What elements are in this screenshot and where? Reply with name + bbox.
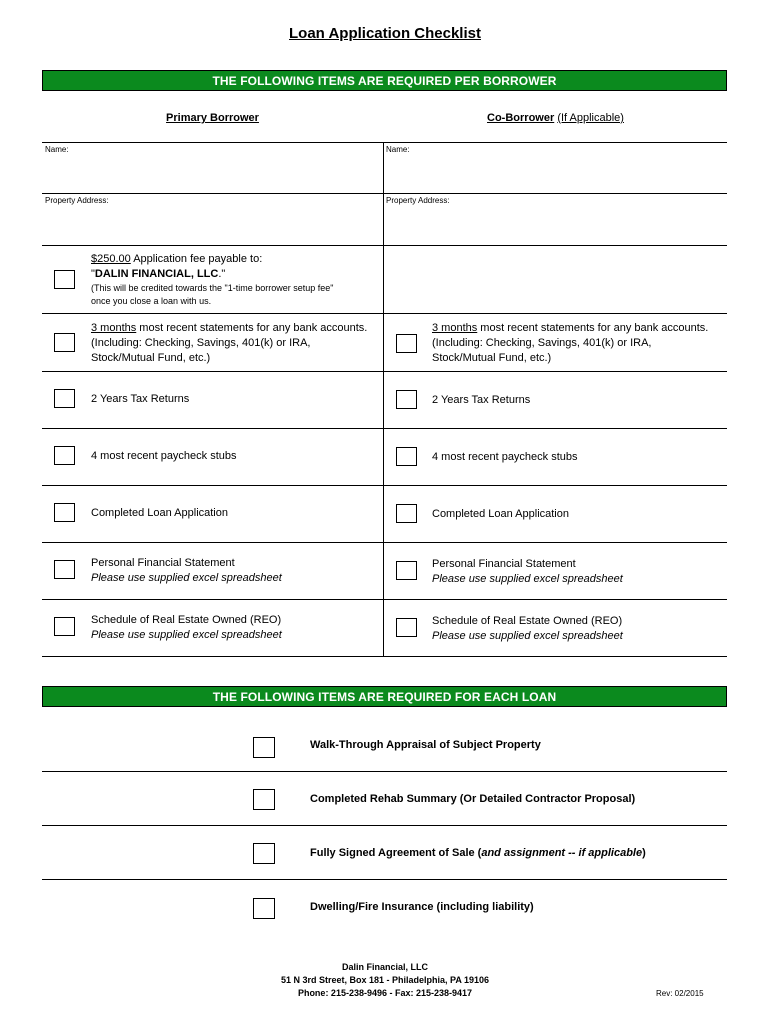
primary-name-label: Name: [45,145,69,154]
appraisal-label: Walk-Through Appraisal of Subject Property [310,739,541,751]
row-divider [42,245,727,246]
loan-row-divider [42,771,727,772]
payee-name: DALIN FINANCIAL, LLC [94,268,219,280]
loan-row-divider [42,825,727,826]
fee-text: Application fee payable to: [130,253,263,265]
page-title: Loan Application Checklist [289,25,481,42]
co-borrower-heading-note: (If Applicable) [557,112,624,124]
co-pfs-checkbox[interactable] [396,561,417,580]
primary-loan-application-checkbox[interactable] [54,503,75,522]
primary-tax-returns-label: 2 Years Tax Returns [91,393,190,405]
co-tax-returns-label: 2 Years Tax Returns [432,394,531,406]
row-divider [42,428,727,429]
statements-text: most recent statements for any bank accounts. [136,322,368,334]
statements-line2: (Including: Checking, Savings, 401(k) or IRA, [432,337,652,349]
primary-bank-statements-checkbox[interactable] [54,333,75,352]
co-reo-item [432,614,623,644]
application-fee-checkbox[interactable] [54,270,75,289]
footer [0,961,770,1000]
co-bank-statements-checkbox[interactable] [396,334,417,353]
loan-row-divider [42,879,727,880]
statements-text: most recent statements for any bank accounts. [477,322,709,334]
agreement-label-italic: and assignment -- if applicable [481,847,643,859]
agreement-of-sale-checkbox[interactable] [253,843,275,864]
statements-line3: Stock/Mutual Fund, etc.) [432,352,552,364]
footer-address: 51 N 3rd Street, Box 181 - Philadelphia, PA 19106 [280,975,490,985]
primary-borrower-heading-text: Primary Borrower [166,112,259,124]
borrower-section-banner [42,70,727,91]
statements-months: 3 months [432,322,478,334]
application-fee-item [91,252,334,308]
row-divider [42,193,727,194]
primary-borrower-heading [42,112,383,124]
loan-section-banner [42,686,727,707]
fee-note-line1: (This will be credited towards the "1-time borrower setup fee" [91,283,334,293]
insurance-checkbox[interactable] [253,898,275,919]
rehab-summary-checkbox[interactable] [253,789,275,810]
statements-line2: (Including: Checking, Savings, 401(k) or IRA, [91,337,311,349]
row-divider [42,542,727,543]
footer-company: Dalin Financial, LLC [341,962,428,972]
primary-tax-returns-checkbox[interactable] [54,389,75,408]
rehab-summary-label: Completed Rehab Summary (Or Detailed Contractor Proposal) [310,793,636,805]
primary-paycheck-label: 4 most recent paycheck stubs [91,450,237,462]
agreement-of-sale-item [310,847,646,859]
borrower-banner-text: THE FOLLOWING ITEMS ARE REQUIRED PER BORROWER [212,73,557,88]
primary-pfs-checkbox[interactable] [54,560,75,579]
co-reo-checkbox[interactable] [396,618,417,637]
payee-quote-close: ." [218,268,226,280]
statements-months: 3 months [91,322,137,334]
pfs-note: Please use supplied excel spreadsheet [91,572,282,584]
pfs-note: Please use supplied excel spreadsheet [432,573,623,585]
co-bank-statements-item [432,321,708,366]
co-tax-returns-checkbox[interactable] [396,390,417,409]
fee-note-line2: once you close a loan with us. [91,296,212,306]
row-divider [42,371,727,372]
agreement-label-end: ) [642,847,646,859]
statements-line3: Stock/Mutual Fund, etc.) [91,352,211,364]
co-loan-application-checkbox[interactable] [396,504,417,523]
primary-reo-item [91,613,282,643]
table-bottom-border [42,656,727,657]
primary-bank-statements-item [91,321,367,366]
primary-pfs-item [91,556,282,586]
appraisal-checkbox[interactable] [253,737,275,758]
co-pfs-item [432,557,623,587]
column-divider [383,142,384,657]
reo-note: Please use supplied excel spreadsheet [432,630,623,642]
primary-reo-checkbox[interactable] [54,617,75,636]
co-paycheck-label: 4 most recent paycheck stubs [432,451,578,463]
co-paycheck-checkbox[interactable] [396,447,417,466]
table-top-border [42,142,727,143]
co-borrower-heading-text: Co-Borrower [487,112,555,124]
pfs-label: Personal Financial Statement [91,557,235,569]
row-divider [42,599,727,600]
co-address-label: Property Address: [386,196,450,205]
footer-phone: Phone: 215-238-9496 - Fax: 215-238-9417 [297,988,473,998]
primary-paycheck-checkbox[interactable] [54,446,75,465]
reo-note: Please use supplied excel spreadsheet [91,629,282,641]
primary-address-label: Property Address: [45,196,109,205]
agreement-label-start: Fully Signed Agreement of Sale ( [310,847,482,859]
primary-loan-application-label: Completed Loan Application [91,507,228,519]
revision-label: Rev: 02/2015 [656,989,704,998]
insurance-label: Dwelling/Fire Insurance (including liability) [310,901,534,913]
co-name-label: Name: [386,145,410,154]
loan-banner-text: THE FOLLOWING ITEMS ARE REQUIRED FOR EACH LOAN [212,689,557,704]
pfs-label: Personal Financial Statement [432,558,576,570]
payee-quote-open: " [91,268,95,280]
row-divider [42,485,727,486]
co-borrower-heading [384,112,727,124]
fee-amount: $250.00 [91,253,131,265]
reo-label: Schedule of Real Estate Owned (REO) [91,614,282,626]
reo-label: Schedule of Real Estate Owned (REO) [432,615,623,627]
co-loan-application-label: Completed Loan Application [432,508,569,520]
row-divider [42,313,727,314]
